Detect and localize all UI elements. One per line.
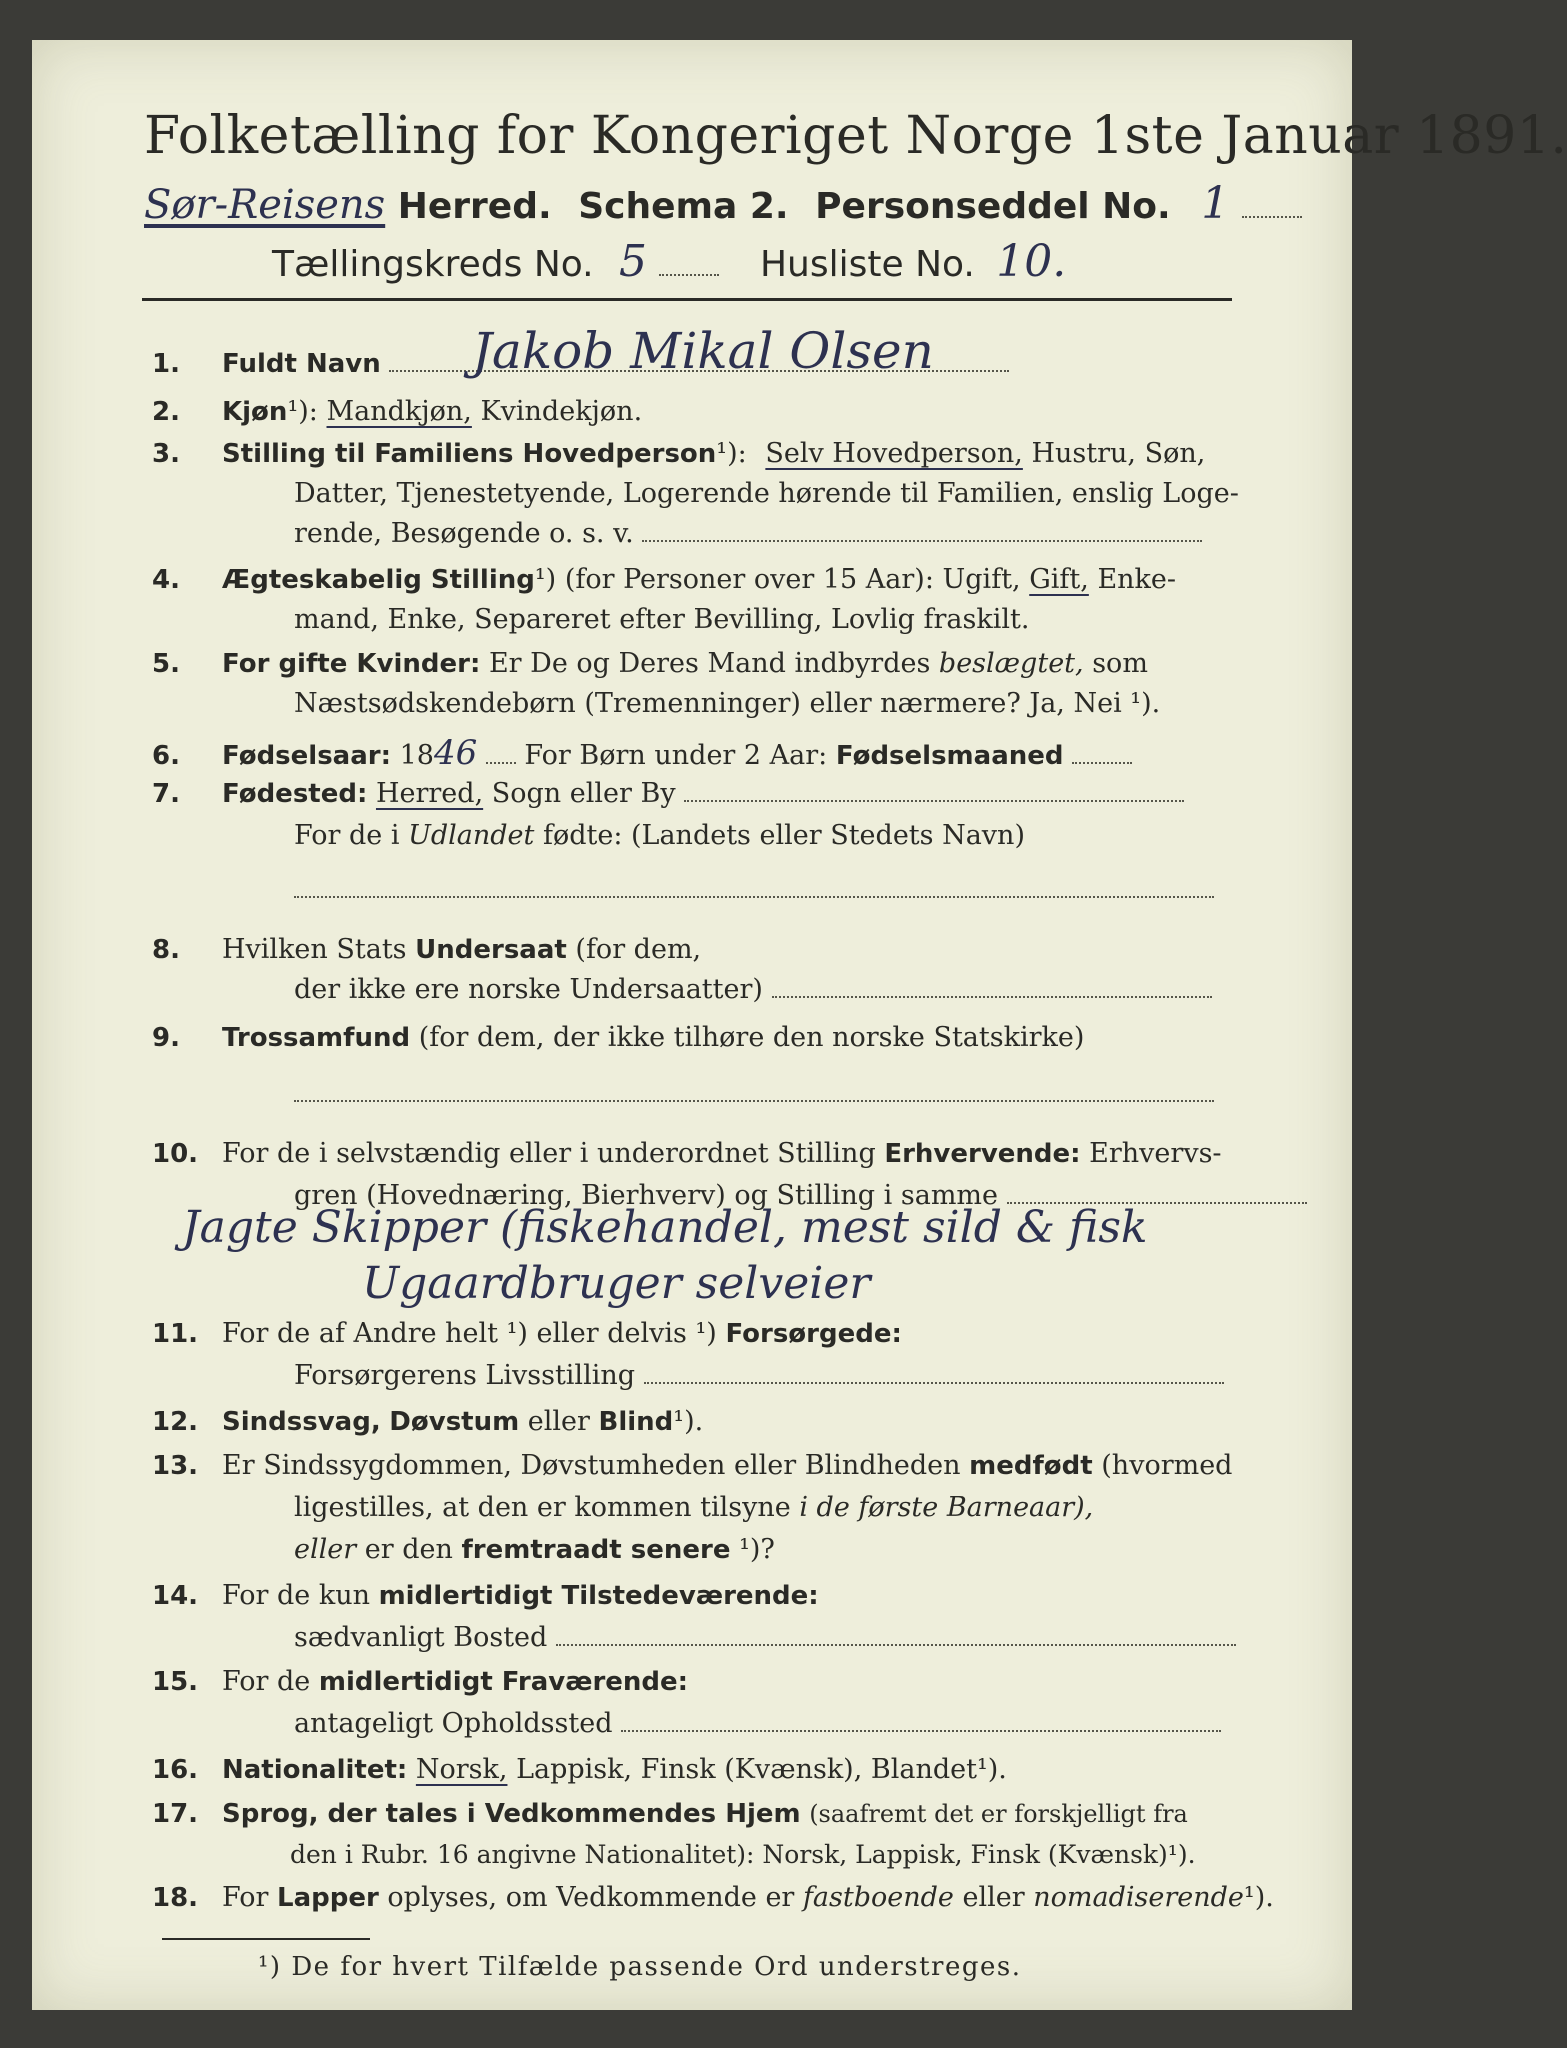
marital-text: (for Personer over 15 Aar): Ugift, [564,564,1021,595]
field-label: Nationalitet: [222,1755,408,1785]
field-label: Stilling til Familiens Hovedperson [222,439,717,469]
row-religion-blank [294,1080,1214,1107]
row-family-position [152,440,1205,467]
row-number: 10. [152,1139,199,1169]
row-number: 6. [152,741,180,771]
question-text: som [1092,648,1148,679]
row-number: 3. [152,439,180,469]
marital-text: Enke- [1097,564,1177,595]
sex-option-female: Kvindekjøn. [480,396,643,427]
footnote-ref: ¹). [1243,1882,1274,1913]
birthplace-options: Sogn eller By [491,778,676,809]
row-birthplace-blank [294,876,1214,903]
form-title: Folketælling for Kongeriget Norge 1ste Januar 1891. [144,106,1567,166]
abroad-italic: Udlandet [408,820,535,851]
row-citizenship-cont [294,976,1212,1003]
header-divider [142,298,1232,301]
supported-text: For de af Andre helt ¹) eller delvis ¹) [222,1318,717,1349]
abroad-text: For de i [294,820,400,851]
field-label: Sindssvag, [222,1407,381,1437]
dotted-leader [486,760,516,764]
row-temp-absent [152,1668,688,1695]
temp-present-text: sædvanligt Bosted [294,1622,548,1653]
footnote-ref: ¹): [716,438,747,469]
dotted-leader [659,272,719,276]
temp-absent-text: antageligt Opholdssted [294,1708,613,1739]
row-disability-origin-3 [294,1536,775,1563]
birth-year-value: 46 [433,733,478,773]
dotted-leader [621,1728,1221,1732]
field-label: Fuldt Navn [222,349,381,379]
position-options-end [294,520,1202,547]
row-disability-origin-2 [294,1494,1093,1521]
question-text: Er De og Deres Mand indbyrdes [488,648,931,679]
birth-month-text: For Børn under 2 Aar: [524,740,828,771]
row-religion [152,1024,1084,1051]
dotted-leader [294,1098,1214,1102]
row-supported [152,1320,902,1347]
dotted-leader [1242,214,1302,218]
census-form-sheet [32,40,1567,2010]
row-temp-present [152,1582,819,1609]
row-number: 9. [152,1023,180,1053]
herred-name: Sør-Reisens [144,182,386,228]
kreds-number: 5 [619,236,648,287]
birth-month-label: Fødselsmaaned [835,741,1064,771]
dotted-leader [772,994,1212,998]
dotted-leader [1072,760,1132,764]
field-label: Fødested: [222,779,368,809]
origin-italic: i de første Barneaar), [799,1492,1094,1523]
field-label: For gifte Kvinder: [222,649,481,679]
full-name-value: Jakob Mikal Olsen [472,322,934,380]
footnote-divider [162,1938,370,1940]
herred-label: Herred. [397,186,552,227]
field-label: medfødt [969,1451,1093,1481]
supported-text: Forsørgerens Livsstilling [294,1360,636,1391]
row-number: 17. [152,1799,199,1829]
row-disability-origin [152,1452,1232,1479]
row-sami [152,1884,1274,1911]
herred-line [144,178,1302,229]
row-married-women [152,650,1148,677]
row-number: 5. [152,649,180,679]
sami-italic: fastboende [802,1882,954,1913]
field-label: Forsørgede: [725,1319,902,1349]
temp-absent-text: For de [222,1666,311,1697]
footnote: ¹) De for hvert Tilfælde passende Ord understreges. [258,1952,1022,1982]
row-temp-absent-cont [294,1710,1221,1737]
religion-text: (for dem, der ikke tilhøre den norske Statskirke) [418,1022,1085,1053]
language-text: (saafremt det er forskjelligt fra [809,1800,1188,1828]
field-label: Sprog, der tales i Vedkommendes Hjem [222,1799,801,1829]
abroad-text: fødte: (Landets eller Stedets Navn) [542,820,1025,851]
row-birth-year [152,733,1132,773]
field-label: midlertidigt Fraværende: [318,1667,689,1697]
citizenship-text: der ikke ere norske Undersaatter) [294,974,763,1005]
row-language [152,1800,1188,1827]
temp-present-text: For de kun [222,1580,370,1611]
birth-year-prefix: 18 [399,740,434,771]
sami-italic: nomadiserende [1033,1882,1244,1913]
nationality-options: Lappisk, Finsk (Kvænsk), Blandet¹). [516,1754,1007,1785]
row-number: 1. [152,349,180,379]
citizenship-text: Hvilken Stats [222,934,407,965]
marital-options-continued: mand, Enke, Separeret efter Bevilling, Lovlig fraskilt. [294,604,1030,635]
birthplace-selected: Herred, [375,778,484,809]
row-marital-status [152,566,1176,593]
dotted-leader [684,798,1184,802]
citizenship-text: (for dem, [575,934,702,965]
row-number: 7. [152,779,180,809]
occupation-value-line2: Ugaardbruger selveier [362,1258,871,1309]
footnote-ref: ¹)? [739,1534,775,1565]
row-citizenship [152,936,701,963]
position-options: Hustru, Søn, [1031,438,1206,469]
schema-label: Schema 2. [578,186,789,227]
question-continued: Næstsødskendebørn (Tremenninger) eller nærmere? Ja, Nei ¹). [294,688,1161,719]
row-number: 13. [152,1451,199,1481]
row-number: 15. [152,1667,199,1697]
personseddel-number: 1 [1201,178,1230,229]
field-label: Ægteskabelig Stilling [222,565,535,595]
position-options-continued: Datter, Tjenestetyende, Logerende hørende til Familien, enslig Loge- [294,478,1239,509]
field-label: Fødselsaar: [222,741,391,771]
row-disability [152,1408,703,1435]
row-number: 2. [152,397,180,427]
row-number: 12. [152,1407,199,1437]
kreds-line [272,236,1066,287]
dotted-leader [644,1380,1224,1384]
marital-selected: Gift, [1029,564,1089,595]
field-label: midlertidigt Tilstedeværende: [378,1581,819,1611]
row-number: 16. [152,1755,199,1785]
question-italic: beslægtet, [938,648,1084,679]
row-number: 14. [152,1581,199,1611]
occupation-value-line1: Jagte Skipper (fiskehandel, mest sild & fisk [182,1202,1148,1253]
field-label: Erhvervende: [884,1139,1081,1169]
husliste-label: Husliste No. [759,244,975,285]
row-occupation [152,1140,1222,1167]
husliste-number: 10. [996,236,1067,287]
field-label: Kjøn [222,397,288,427]
disability-text: eller [527,1406,590,1437]
dotted-leader [294,894,1214,898]
language-options: den i Rubr. 16 angivne Nationalitet): Norsk, Lappisk, Finsk (Kvænsk)¹). [290,1840,1196,1869]
footnote-ref: ¹). [673,1406,704,1437]
dotted-leader [642,538,1202,542]
field-label: Lapper [277,1883,379,1913]
row-birthplace [152,780,1184,807]
position-options-tail: rende, Besøgende o. s. v. [294,518,634,549]
origin-italic: eller [294,1534,357,1565]
position-selected: Selv Hovedperson, [765,438,1023,469]
field-label: Blind [598,1407,674,1437]
row-supported-cont [294,1362,1224,1389]
occupation-text: gren (Hovednæring, Bierhverv) og Stilling i samme [294,1180,999,1211]
occupation-text: For de i selvstændig eller i underordnet Stilling [222,1138,876,1169]
row-number: 18. [152,1883,199,1913]
sami-text: oplyses, om Vedkommende er [387,1882,795,1913]
sami-text: eller [962,1882,1025,1913]
origin-text: Er Sindssygdommen, Døvstumheden eller Blindheden [222,1450,961,1481]
field-label: Trossamfund [222,1023,411,1053]
row-number: 8. [152,935,180,965]
row-temp-present-cont [294,1624,1236,1651]
row-number: 11. [152,1319,199,1349]
footnote-ref: ¹) [534,564,557,595]
row-sex [152,398,642,425]
footnote-ref: ¹): [287,396,318,427]
dotted-leader [556,1642,1236,1646]
personseddel-label: Personseddel No. [815,186,1171,227]
nationality-selected: Norsk, [415,1754,508,1785]
field-label: Undersaat [415,935,567,965]
kreds-label: Tællingskreds No. [272,244,594,285]
origin-text: er den [364,1534,453,1565]
row-nationality [152,1756,1007,1783]
sex-option-male-selected: Mandkjøn, [326,396,472,427]
row-number: 4. [152,565,180,595]
row-birthplace-abroad [294,822,1025,849]
field-label: fremtraadt senere [461,1535,731,1565]
origin-text: (hvormed [1101,1450,1233,1481]
occupation-text: Erhvervs- [1089,1138,1222,1169]
field-label: Døvstum [389,1407,520,1437]
origin-text: ligestilles, at den er kommen tilsyne [294,1492,791,1523]
sami-text: For [222,1882,269,1913]
